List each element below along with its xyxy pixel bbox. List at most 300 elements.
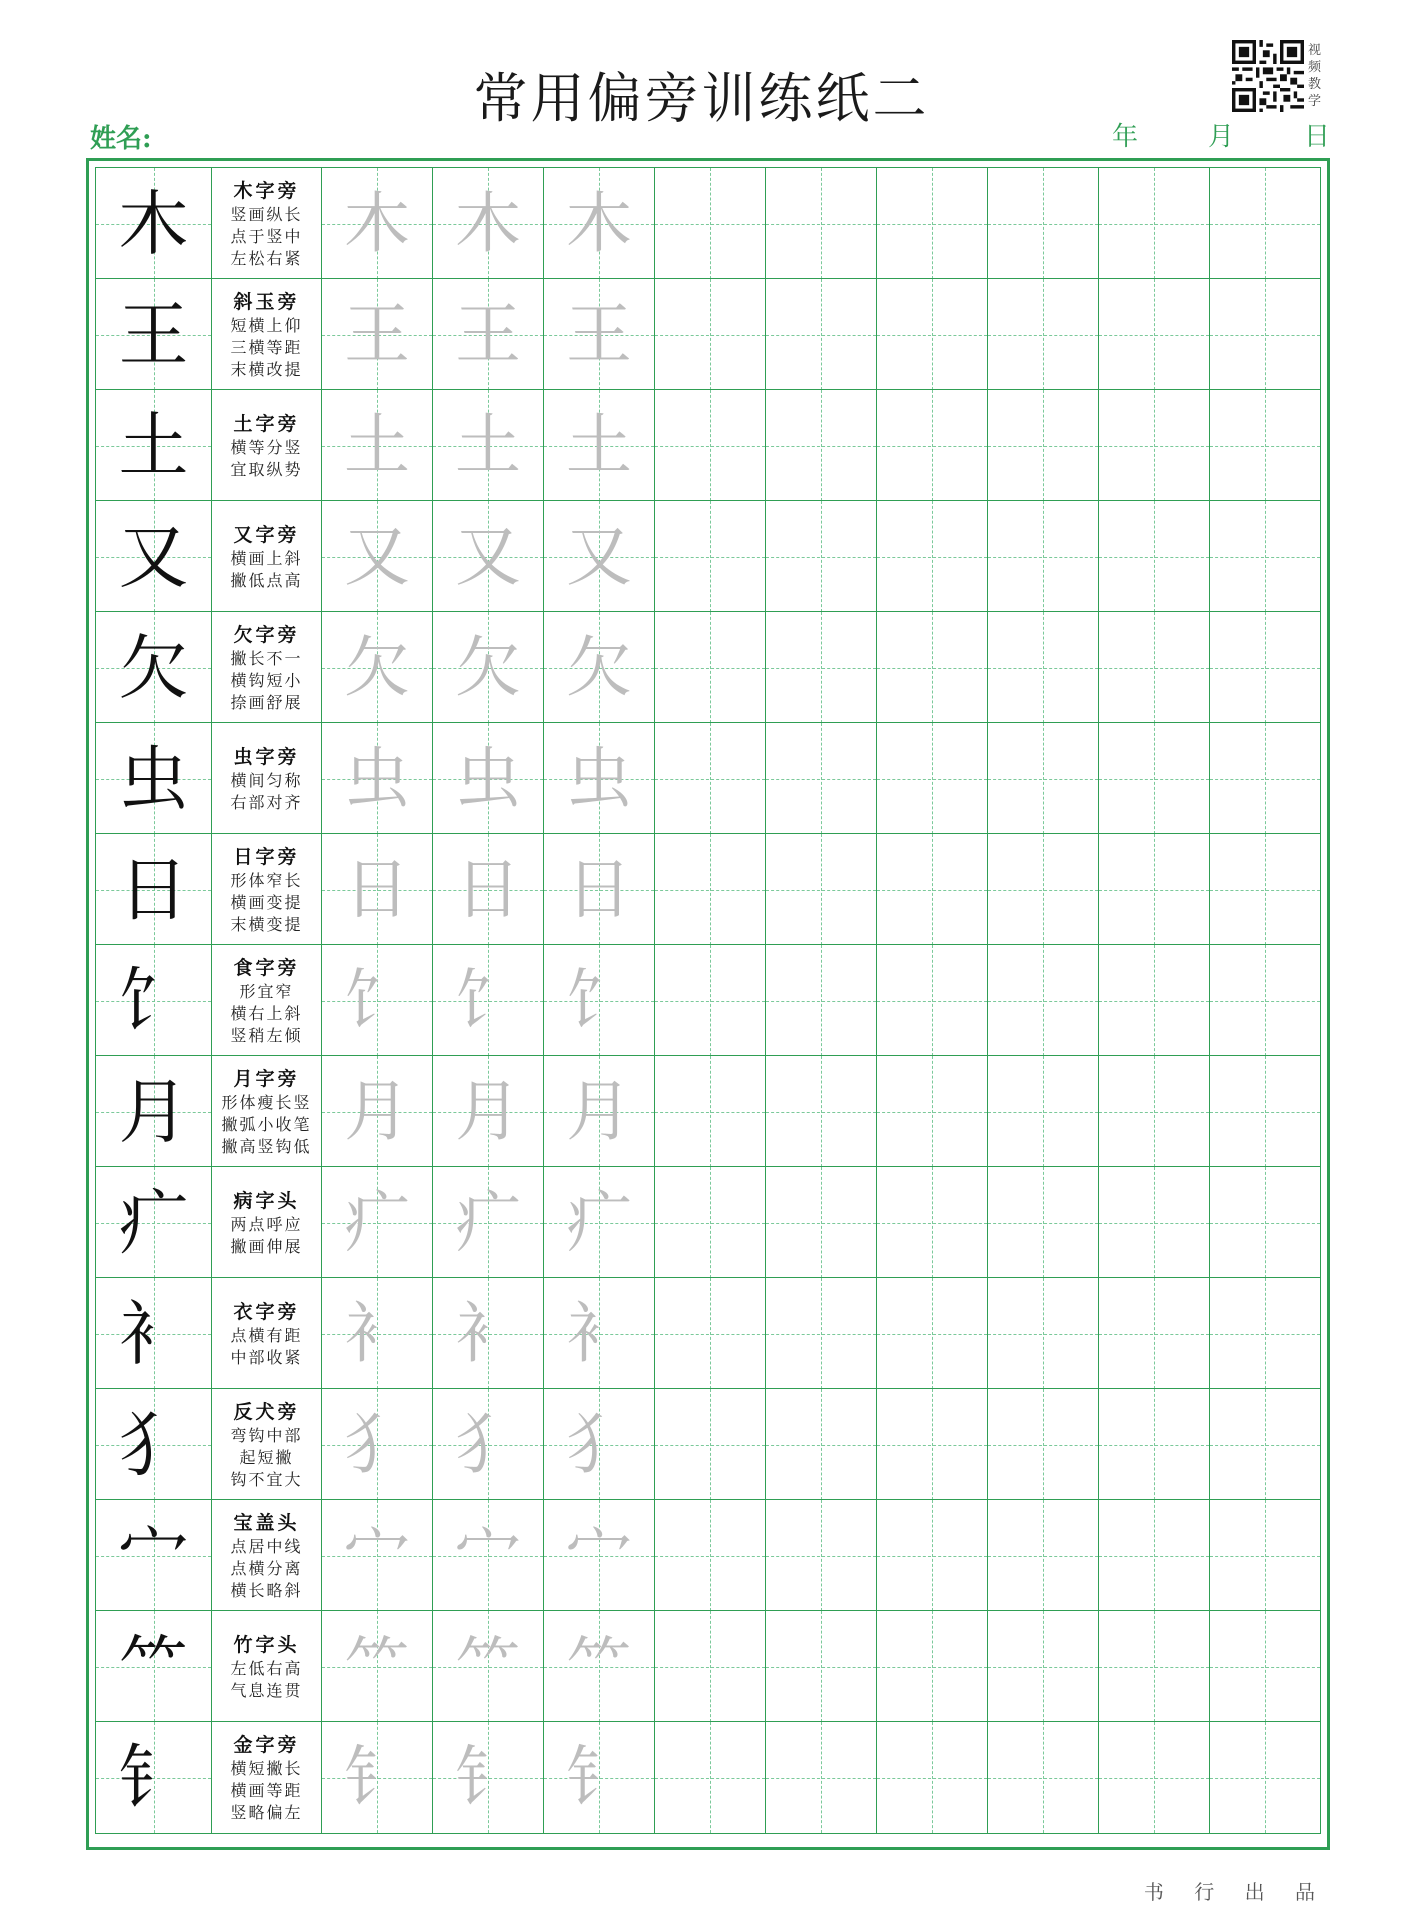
writing-cell[interactable]	[654, 390, 765, 501]
trace-character: 钅	[344, 1738, 410, 1816]
writing-cell[interactable]	[1098, 1722, 1209, 1833]
trace-cell[interactable]	[543, 1278, 654, 1389]
radical-name: 又字旁	[233, 523, 300, 546]
trace-cell[interactable]	[543, 723, 654, 834]
tip-line: 横画等距	[230, 1780, 303, 1800]
practice-row	[95, 944, 1321, 1056]
writing-cell[interactable]	[987, 279, 1098, 390]
description-cell	[211, 279, 321, 390]
writing-cell[interactable]	[654, 723, 765, 834]
model-cell	[95, 390, 211, 501]
writing-cell[interactable]	[654, 279, 765, 390]
model-character: 土	[118, 404, 189, 487]
tip-line: 末横变提	[230, 914, 303, 934]
trace-character: 钅	[455, 1738, 521, 1816]
writing-cell[interactable]	[876, 723, 987, 834]
tip-line: 横钩短小	[230, 670, 303, 690]
trace-cell[interactable]	[432, 1389, 543, 1500]
writing-cell[interactable]	[765, 1722, 876, 1833]
trace-character: 宀	[344, 1516, 410, 1594]
radical-name: 竹字头	[233, 1633, 300, 1656]
writing-cell[interactable]	[765, 1056, 876, 1167]
tip-line: 横短撇长	[230, 1758, 303, 1778]
trace-cell[interactable]	[432, 1722, 543, 1833]
model-cell	[95, 945, 211, 1056]
trace-character: 饣	[455, 961, 521, 1039]
trace-cell[interactable]	[432, 612, 543, 723]
writing-cell[interactable]	[987, 390, 1098, 501]
radical-name: 反犬旁	[233, 1400, 300, 1423]
tip-line: 短横上仰	[230, 315, 303, 335]
writing-cell[interactable]	[1209, 501, 1320, 612]
writing-cell[interactable]	[765, 279, 876, 390]
writing-cell[interactable]	[765, 612, 876, 723]
tip-line: 点于竖中	[230, 226, 303, 246]
tip-line: 撇弧小收笔	[221, 1114, 312, 1134]
trace-cell[interactable]	[321, 1056, 432, 1167]
model-cell	[95, 834, 211, 945]
trace-cell[interactable]	[432, 168, 543, 279]
description-cell	[211, 612, 321, 723]
trace-cell[interactable]	[432, 723, 543, 834]
practice-row	[95, 389, 1321, 501]
tip-line: 末横改提	[230, 359, 303, 379]
trace-character: 衤	[455, 1294, 521, 1372]
writing-cell[interactable]	[1209, 723, 1320, 834]
writing-cell[interactable]	[1098, 1611, 1209, 1722]
trace-character: 木	[566, 184, 632, 262]
description-cell	[211, 1167, 321, 1278]
trace-character: 虫	[455, 739, 521, 817]
trace-character: 又	[455, 517, 521, 595]
trace-character: ⺮	[344, 1627, 410, 1705]
writing-cell[interactable]	[1209, 1278, 1320, 1389]
writing-cell[interactable]	[987, 168, 1098, 279]
model-cell	[95, 1167, 211, 1278]
tip-line: 气息连贯	[230, 1680, 303, 1700]
description-cell	[211, 1611, 321, 1722]
radical-name: 欠字旁	[233, 623, 300, 646]
trace-character: 犭	[566, 1405, 632, 1483]
writing-cell[interactable]	[654, 168, 765, 279]
writing-cell[interactable]	[876, 168, 987, 279]
trace-cell[interactable]	[321, 834, 432, 945]
model-character: 木	[118, 182, 189, 265]
trace-cell[interactable]	[543, 1611, 654, 1722]
description-cell	[211, 390, 321, 501]
tip-line: 点居中线	[230, 1536, 303, 1556]
trace-cell[interactable]	[543, 1389, 654, 1500]
model-character: 又	[118, 515, 189, 598]
trace-character: 月	[455, 1072, 521, 1150]
writing-cell[interactable]	[654, 834, 765, 945]
writing-cell[interactable]	[654, 1389, 765, 1500]
trace-character: 土	[566, 406, 632, 484]
practice-row	[95, 500, 1321, 612]
writing-cell[interactable]	[876, 1278, 987, 1389]
model-cell	[95, 1611, 211, 1722]
model-character: 月	[118, 1070, 189, 1153]
model-cell	[95, 1722, 211, 1833]
practice-row	[95, 1499, 1321, 1611]
trace-cell[interactable]	[432, 1611, 543, 1722]
radical-name: 日字旁	[233, 845, 300, 868]
writing-cell[interactable]	[654, 945, 765, 1056]
trace-character: 宀	[566, 1516, 632, 1594]
practice-row	[95, 278, 1321, 390]
description-cell	[211, 1500, 321, 1611]
practice-grid	[86, 158, 1330, 1850]
writing-cell[interactable]	[765, 1389, 876, 1500]
writing-cell[interactable]	[987, 1056, 1098, 1167]
tip-line: 两点呼应	[230, 1214, 303, 1234]
writing-cell[interactable]	[654, 1167, 765, 1278]
radical-name: 斜玉旁	[233, 290, 300, 313]
trace-cell[interactable]	[432, 945, 543, 1056]
trace-cell[interactable]	[543, 945, 654, 1056]
trace-cell[interactable]	[321, 279, 432, 390]
practice-row	[95, 1166, 1321, 1278]
trace-cell[interactable]	[321, 945, 432, 1056]
writing-cell[interactable]	[1098, 834, 1209, 945]
model-character: 虫	[118, 737, 189, 820]
model-cell	[95, 723, 211, 834]
trace-cell[interactable]	[543, 1722, 654, 1833]
tip-line: 横等分竖	[230, 437, 303, 457]
writing-cell[interactable]	[765, 168, 876, 279]
writing-cell[interactable]	[654, 501, 765, 612]
practice-row	[95, 1055, 1321, 1167]
tip-line: 撇画伸展	[230, 1236, 303, 1256]
writing-cell[interactable]	[876, 945, 987, 1056]
practice-row	[95, 1277, 1321, 1389]
writing-cell[interactable]	[876, 834, 987, 945]
description-cell	[211, 501, 321, 612]
practice-row	[95, 1388, 1321, 1500]
writing-cell[interactable]	[765, 501, 876, 612]
page-title: 常用偏旁训练纸二	[473, 67, 930, 130]
trace-cell[interactable]	[321, 1167, 432, 1278]
writing-cell[interactable]	[1209, 834, 1320, 945]
model-cell	[95, 168, 211, 279]
radical-name: 宝盖头	[233, 1511, 300, 1534]
writing-cell[interactable]	[1209, 612, 1320, 723]
writing-cell[interactable]	[1098, 723, 1209, 834]
practice-row	[95, 722, 1321, 834]
trace-cell[interactable]	[543, 612, 654, 723]
model-character: 衤	[118, 1292, 189, 1375]
writing-cell[interactable]	[1209, 168, 1320, 279]
trace-character: 犭	[455, 1405, 521, 1483]
tip-line: 形体窄长	[230, 870, 303, 890]
writing-cell[interactable]	[765, 945, 876, 1056]
trace-cell[interactable]	[543, 501, 654, 612]
trace-cell[interactable]	[543, 834, 654, 945]
trace-character: 日	[344, 850, 410, 928]
writing-cell[interactable]	[987, 723, 1098, 834]
tip-line: 宜取纵势	[230, 459, 303, 479]
writing-cell[interactable]	[876, 1056, 987, 1167]
tip-line: 横间匀称	[230, 770, 303, 790]
radical-name: 虫字旁	[233, 745, 300, 768]
trace-cell[interactable]	[321, 1278, 432, 1389]
description-cell	[211, 723, 321, 834]
writing-cell[interactable]	[876, 1389, 987, 1500]
trace-character: 王	[455, 295, 521, 373]
description-cell	[211, 945, 321, 1056]
writing-cell[interactable]	[987, 834, 1098, 945]
tip-line: 三横等距	[230, 337, 303, 357]
writing-cell[interactable]	[1098, 1278, 1209, 1389]
writing-cell[interactable]	[1209, 390, 1320, 501]
trace-character: 疒	[566, 1183, 632, 1261]
tip-line: 右部对齐	[230, 792, 303, 812]
writing-cell[interactable]	[1098, 1056, 1209, 1167]
tip-line: 横右上斜	[230, 1003, 303, 1023]
writing-cell[interactable]	[1098, 279, 1209, 390]
trace-character: 月	[566, 1072, 632, 1150]
trace-cell[interactable]	[321, 1500, 432, 1611]
writing-cell[interactable]	[654, 1500, 765, 1611]
writing-cell[interactable]	[765, 390, 876, 501]
radical-name: 病字头	[233, 1189, 300, 1212]
writing-cell[interactable]	[1209, 1389, 1320, 1500]
writing-cell[interactable]	[1098, 945, 1209, 1056]
practice-row	[95, 167, 1321, 279]
description-cell	[211, 1278, 321, 1389]
radical-name: 月字旁	[233, 1067, 300, 1090]
writing-cell[interactable]	[876, 1611, 987, 1722]
description-cell	[211, 1389, 321, 1500]
writing-cell[interactable]	[765, 1611, 876, 1722]
model-cell	[95, 1389, 211, 1500]
writing-cell[interactable]	[654, 1611, 765, 1722]
trace-character: 疒	[455, 1183, 521, 1261]
trace-cell[interactable]	[543, 1167, 654, 1278]
trace-cell[interactable]	[432, 390, 543, 501]
model-character: 钅	[118, 1736, 189, 1819]
writing-cell[interactable]	[876, 279, 987, 390]
model-character: 欠	[118, 626, 189, 709]
radical-name: 金字旁	[233, 1733, 300, 1756]
writing-cell[interactable]	[654, 1056, 765, 1167]
writing-cell[interactable]	[1209, 1056, 1320, 1167]
writing-cell[interactable]	[987, 1167, 1098, 1278]
trace-cell[interactable]	[543, 168, 654, 279]
trace-cell[interactable]	[432, 1278, 543, 1389]
tip-line: 竖略偏左	[230, 1802, 303, 1822]
trace-character: 饣	[566, 961, 632, 1039]
trace-cell[interactable]	[432, 501, 543, 612]
writing-cell[interactable]	[1209, 1500, 1320, 1611]
tip-line: 横画变提	[230, 892, 303, 912]
writing-cell[interactable]	[1209, 1722, 1320, 1833]
trace-character: 宀	[455, 1516, 521, 1594]
trace-character: 钅	[566, 1738, 632, 1816]
writing-cell[interactable]	[654, 1722, 765, 1833]
trace-character: 欠	[566, 628, 632, 706]
trace-cell[interactable]	[321, 723, 432, 834]
trace-character: 木	[344, 184, 410, 262]
trace-character: 日	[566, 850, 632, 928]
tip-line: 形宜窄	[239, 981, 294, 1001]
trace-cell[interactable]	[321, 501, 432, 612]
trace-cell[interactable]	[432, 834, 543, 945]
writing-cell[interactable]	[1209, 945, 1320, 1056]
trace-cell[interactable]	[321, 1611, 432, 1722]
model-cell	[95, 501, 211, 612]
trace-character: 欠	[455, 628, 521, 706]
trace-character: 土	[455, 406, 521, 484]
trace-character: 木	[455, 184, 521, 262]
trace-cell[interactable]	[432, 1167, 543, 1278]
trace-character: 饣	[344, 961, 410, 1039]
date-month-label: 月	[1208, 122, 1235, 152]
model-character: 日	[118, 848, 189, 931]
writing-cell[interactable]	[765, 834, 876, 945]
tip-line: 钩不宜大	[230, 1469, 303, 1489]
date-day-label: 日	[1304, 122, 1331, 152]
trace-cell[interactable]	[543, 1056, 654, 1167]
tip-line: 撇低点高	[230, 570, 303, 590]
trace-cell[interactable]	[321, 168, 432, 279]
trace-cell[interactable]	[321, 1722, 432, 1833]
writing-cell[interactable]	[1098, 1500, 1209, 1611]
radical-name: 衣字旁	[233, 1300, 300, 1323]
writing-cell[interactable]	[876, 501, 987, 612]
writing-cell[interactable]	[765, 723, 876, 834]
model-cell	[95, 279, 211, 390]
trace-character: 土	[344, 406, 410, 484]
writing-cell[interactable]	[987, 612, 1098, 723]
practice-row	[95, 611, 1321, 723]
writing-cell[interactable]	[987, 1389, 1098, 1500]
trace-character: 虫	[566, 739, 632, 817]
trace-character: 月	[344, 1072, 410, 1150]
trace-character: 衤	[344, 1294, 410, 1372]
model-character: 饣	[118, 959, 189, 1042]
description-cell	[211, 834, 321, 945]
tip-line: 点横有距	[230, 1325, 303, 1345]
trace-cell[interactable]	[432, 1500, 543, 1611]
writing-cell[interactable]	[765, 1500, 876, 1611]
tip-line: 起短撇	[239, 1447, 294, 1467]
tip-line: 横画上斜	[230, 548, 303, 568]
writing-cell[interactable]	[654, 1278, 765, 1389]
trace-character: 王	[566, 295, 632, 373]
model-cell	[95, 1278, 211, 1389]
model-cell	[95, 1056, 211, 1167]
tip-line: 竖画纵长	[230, 204, 303, 224]
writing-cell[interactable]	[1209, 1611, 1320, 1722]
writing-cell[interactable]	[1098, 612, 1209, 723]
model-character: 宀	[118, 1514, 189, 1597]
writing-cell[interactable]	[987, 501, 1098, 612]
writing-cell[interactable]	[987, 1278, 1098, 1389]
trace-character: 欠	[344, 628, 410, 706]
trace-character: 又	[344, 517, 410, 595]
trace-cell[interactable]	[543, 1500, 654, 1611]
trace-cell[interactable]	[321, 612, 432, 723]
tip-line: 中部收紧	[230, 1347, 303, 1367]
trace-cell[interactable]	[432, 1056, 543, 1167]
writing-cell[interactable]	[1209, 279, 1320, 390]
tip-line: 左松右紧	[230, 248, 303, 268]
trace-character: 王	[344, 295, 410, 373]
writing-cell[interactable]	[765, 1167, 876, 1278]
writing-cell[interactable]	[1098, 1167, 1209, 1278]
trace-cell[interactable]	[321, 1389, 432, 1500]
writing-cell[interactable]	[876, 390, 987, 501]
model-character: 疒	[118, 1181, 189, 1264]
writing-cell[interactable]	[876, 1500, 987, 1611]
description-cell	[211, 1722, 321, 1833]
tip-line: 竖稍左倾	[230, 1025, 303, 1045]
tip-line: 撇长不一	[230, 648, 303, 668]
writing-cell[interactable]	[876, 1722, 987, 1833]
practice-row	[95, 833, 1321, 945]
tip-line: 左低右高	[230, 1658, 303, 1678]
trace-character: ⺮	[566, 1627, 632, 1705]
qr-caption: 视频教学	[1308, 43, 1322, 109]
date-year-label: 年	[1112, 122, 1139, 152]
writing-cell[interactable]	[987, 945, 1098, 1056]
writing-cell[interactable]	[876, 1167, 987, 1278]
tip-line: 捺画舒展	[230, 692, 303, 712]
radical-name: 食字旁	[233, 956, 300, 979]
writing-cell[interactable]	[1098, 1389, 1209, 1500]
writing-cell[interactable]	[765, 1278, 876, 1389]
writing-cell[interactable]	[1098, 168, 1209, 279]
description-cell	[211, 1056, 321, 1167]
trace-cell[interactable]	[321, 390, 432, 501]
trace-cell[interactable]	[543, 390, 654, 501]
trace-character: 虫	[344, 739, 410, 817]
writing-cell[interactable]	[654, 612, 765, 723]
writing-cell[interactable]	[987, 1611, 1098, 1722]
model-character: 王	[118, 293, 189, 376]
radical-name: 土字旁	[233, 412, 300, 435]
name-label: 姓名:	[90, 124, 152, 154]
model-cell	[95, 612, 211, 723]
qr-code-icon[interactable]	[1232, 40, 1304, 112]
writing-cell[interactable]	[1209, 1167, 1320, 1278]
tip-line: 点横分离	[230, 1558, 303, 1578]
writing-cell[interactable]	[1098, 390, 1209, 501]
writing-cell[interactable]	[987, 1722, 1098, 1833]
writing-cell[interactable]	[1098, 501, 1209, 612]
trace-character: 衤	[566, 1294, 632, 1372]
model-character: ⺮	[118, 1625, 189, 1708]
footer-publisher: 书 行 出 品	[1143, 1880, 1327, 1904]
trace-character: 疒	[344, 1183, 410, 1261]
writing-cell[interactable]	[987, 1500, 1098, 1611]
model-cell	[95, 1500, 211, 1611]
trace-cell[interactable]	[432, 279, 543, 390]
trace-cell[interactable]	[543, 279, 654, 390]
trace-character: ⺮	[455, 1627, 521, 1705]
description-cell	[211, 168, 321, 279]
trace-character: 犭	[344, 1405, 410, 1483]
trace-character: 日	[455, 850, 521, 928]
writing-cell[interactable]	[876, 612, 987, 723]
tip-line: 撇高竖钩低	[221, 1136, 312, 1156]
model-character: 犭	[118, 1403, 189, 1486]
radical-name: 木字旁	[233, 179, 300, 202]
tip-line: 形体瘦长竖	[221, 1092, 312, 1112]
tip-line: 横长略斜	[230, 1580, 303, 1600]
practice-row	[95, 1721, 1321, 1834]
